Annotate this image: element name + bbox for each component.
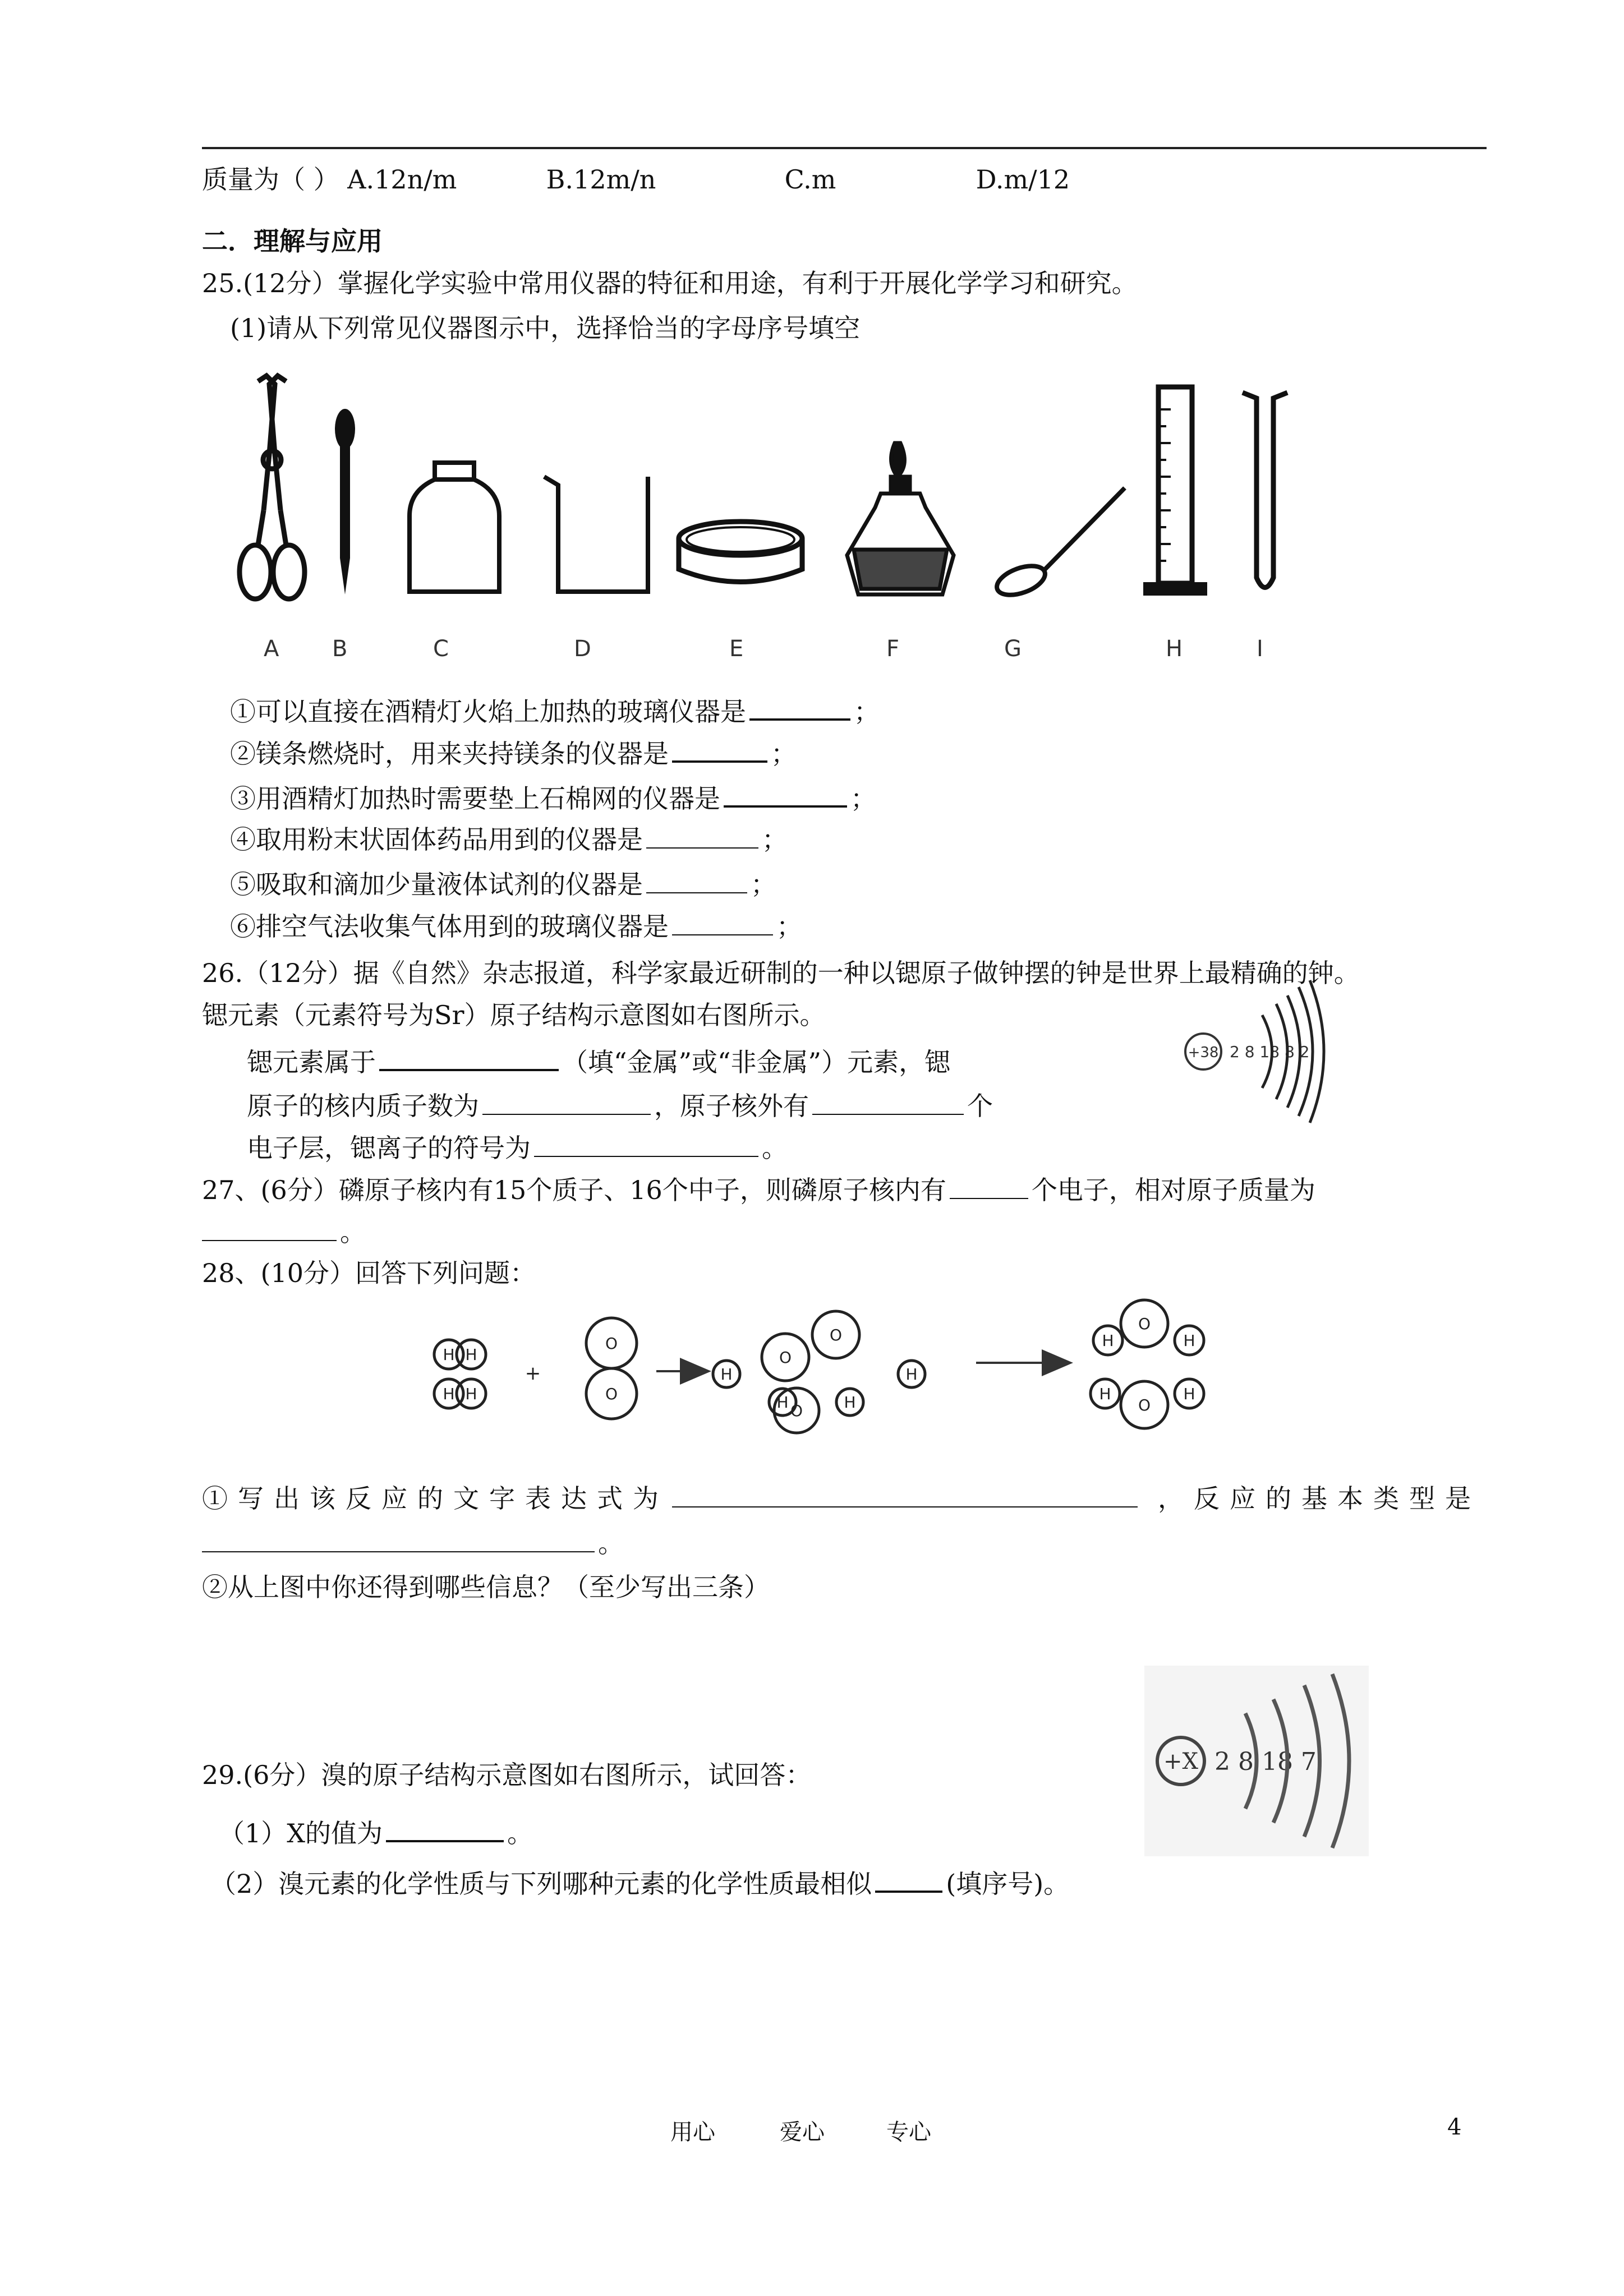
q26-line5: 电子层，锶离子的符号为 。	[247, 1130, 788, 1165]
svg-text:H: H	[1099, 1385, 1111, 1403]
footer-word-3: 专心	[886, 2119, 931, 2145]
answer-blank[interactable]	[875, 1865, 942, 1893]
electron-shells: 2 8 18 7	[1214, 1748, 1317, 1776]
svg-text:H: H	[720, 1365, 733, 1384]
q28-line3: ②从上图中你还得到哪些信息？（至少写出三条）	[202, 1572, 770, 1602]
q25-stem: 25.(12分）掌握化学实验中常用仪器的特征和用途，有利于开展化学学习和研究。	[202, 268, 1138, 298]
q25-item-2: ②镁条燃烧时，用来夹持镁条的仪器是 ；	[230, 735, 797, 771]
answer-blank[interactable]	[386, 1814, 504, 1842]
q25-sub1: (1)请从下列常见仪器图示中，选择恰当的字母序号填空	[230, 313, 861, 343]
svg-text:O: O	[605, 1385, 618, 1403]
label-h: H	[1166, 636, 1183, 662]
q25-item-3: ③用酒精灯加热时需要垫上石棉网的仪器是 ；	[230, 780, 876, 815]
answer-blank[interactable]	[749, 693, 850, 721]
svg-text:H: H	[465, 1385, 477, 1403]
q27-line2: 。	[202, 1214, 366, 1249]
q25-item-6: ⑥排空气法收集气体用到的玻璃仪器是 ；	[230, 909, 802, 943]
svg-text:O: O	[779, 1348, 792, 1367]
answer-blank[interactable]	[672, 909, 773, 935]
bromine-atom-diagram	[1144, 1666, 1369, 1856]
answer-blank[interactable]	[812, 1088, 964, 1115]
svg-text:O: O	[605, 1334, 618, 1353]
svg-text:H: H	[1183, 1385, 1195, 1403]
label-d: D	[574, 636, 591, 662]
plus-sign: +	[525, 1362, 541, 1385]
footer-word-1: 用心	[670, 2119, 715, 2145]
nucleus-charge: +38	[1188, 1044, 1219, 1061]
header-rule	[202, 147, 1487, 149]
q26-line1: 26.（12分）据《自然》杂志报道，科学家最近研制的一种以锶原子做钟摆的钟是世界上最精确的钟。	[202, 958, 1360, 988]
q25-item-5: ⑤吸取和滴加少量液体试剂的仪器是 ；	[230, 866, 776, 901]
svg-text:H: H	[1183, 1331, 1195, 1350]
q26-line2: 锶元素（元素符号为Sr）原子结构示意图如右图所示。	[202, 1000, 826, 1030]
svg-text:H: H	[905, 1365, 918, 1384]
label-f: F	[886, 636, 900, 662]
electron-shells: 2 8 18 8 2	[1230, 1043, 1310, 1061]
q26-line4: 原子的核内质子数为 ，原子核外有 个	[247, 1088, 993, 1123]
svg-text:H: H	[465, 1345, 477, 1364]
label-b: B	[332, 636, 348, 662]
answer-blank[interactable]	[646, 866, 747, 893]
q24-option-c: C.m	[784, 164, 836, 195]
q28-line2: 。	[202, 1525, 624, 1560]
footer-word-2: 爱心	[780, 2119, 825, 2145]
label-i: I	[1257, 636, 1263, 662]
label-a: A	[264, 636, 279, 662]
svg-text:H: H	[443, 1385, 455, 1403]
label-e: E	[729, 636, 744, 662]
nucleus-charge: +X	[1163, 1749, 1198, 1774]
q24-stem: 质量为（ ）	[202, 164, 339, 195]
q25-item-4: ④取用粉末状固体药品用到的仪器是 ；	[230, 822, 788, 856]
q24-tail	[202, 163, 1070, 196]
svg-text:H: H	[844, 1393, 856, 1412]
answer-blank[interactable]	[482, 1088, 651, 1115]
instrument-labels	[264, 636, 1263, 662]
answer-blank[interactable]	[379, 1043, 559, 1071]
q24-option-b: B.12m/n	[546, 164, 656, 195]
medicine-spoon-icon	[993, 488, 1125, 601]
answer-blank[interactable]	[672, 1481, 1138, 1507]
svg-text:H: H	[443, 1345, 455, 1364]
answer-blank[interactable]	[202, 1525, 595, 1552]
crucible-tongs-icon	[240, 376, 305, 599]
q28-line1: ①写出该反应的文字表达式为 ，反应的基本类型是	[202, 1481, 1481, 1515]
reaction-diagram	[381, 1290, 1268, 1453]
answer-blank[interactable]	[202, 1214, 337, 1241]
answer-blank[interactable]	[672, 735, 767, 763]
q25-item-1: ①可以直接在酒精灯火焰上加热的玻璃仪器是 ；	[230, 693, 880, 729]
q26-line3: 锶元素属于 （填“金属”或“非金属”）元素，锶	[247, 1043, 950, 1079]
test-tube-icon	[1243, 393, 1287, 588]
dropper-icon	[335, 409, 355, 594]
svg-text:O: O	[829, 1326, 843, 1344]
svg-text:H: H	[1102, 1331, 1114, 1350]
measuring-cylinder-icon	[1144, 387, 1206, 594]
q28-stem: 28、(10分）回答下列问题：	[202, 1258, 536, 1288]
evaporating-dish-icon	[679, 522, 802, 582]
svg-text:O: O	[790, 1401, 803, 1420]
wide-mouth-bottle-icon	[410, 463, 499, 592]
q29-sub1: （1）X的值为 。	[219, 1814, 533, 1850]
q27-line1: 27、(6分）磷原子核内有15个质子、16个中子，则磷原子核内有 个电子，相对原子质量为	[202, 1172, 1315, 1207]
label-c: C	[433, 636, 449, 662]
answer-blank[interactable]	[646, 822, 758, 849]
q29-stem: 29.(6分）溴的原子结构示意图如右图所示，试回答：	[202, 1760, 812, 1790]
strontium-atom-diagram	[1172, 976, 1335, 1127]
label-g: G	[1004, 636, 1022, 662]
page-number: 4	[1447, 2114, 1462, 2140]
answer-blank[interactable]	[724, 780, 847, 808]
answer-blank[interactable]	[950, 1172, 1028, 1199]
instrument-figure	[202, 365, 1369, 667]
q24-option-a: A.12n/m	[347, 164, 457, 195]
beaker-icon	[544, 477, 648, 592]
svg-text:O: O	[1138, 1315, 1151, 1333]
section-title: 二．理解与应用	[202, 226, 383, 256]
svg-text:O: O	[1138, 1396, 1151, 1414]
alcohol-lamp-icon	[847, 443, 954, 594]
q24-option-d: D.m/12	[976, 164, 1070, 195]
svg-text:H: H	[776, 1393, 789, 1412]
q29-sub2: （2）溴元素的化学性质与下列哪种元素的化学性质最相似 (填序号)。	[210, 1865, 1069, 1901]
answer-blank[interactable]	[534, 1130, 758, 1157]
